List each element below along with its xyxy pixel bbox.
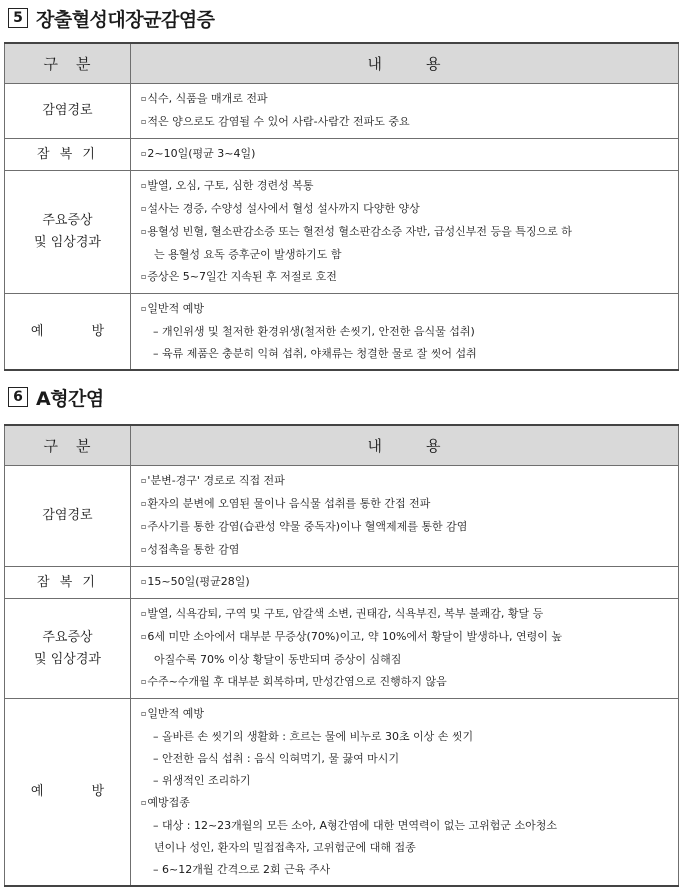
- row-content: [131, 699, 679, 887]
- content-line: ▫ 일반적 예방: [141, 298, 674, 321]
- content-line: ▫ '분변-경구' 경로로 직접 전파: [141, 470, 674, 493]
- content-line: ▫ 6세 미만 소아에서 대부분 무증상(70%)이고, 약 10%에서 황달이 발생하나, 연령이 높: [141, 626, 674, 649]
- row-label: [5, 294, 131, 371]
- header-category: 구분: [5, 425, 131, 466]
- label-text: 감염경로: [42, 103, 93, 118]
- row-content: [131, 139, 679, 171]
- section-heading: 장출혈성대장균감염증: [36, 8, 215, 31]
- row-content: [131, 294, 679, 371]
- content-line: 년이나 성인, 환자의 밀접접촉자, 고위험군에 대해 접종: [154, 841, 416, 854]
- content-line: ▫ 발열, 오심, 구토, 심한 경련성 복통: [141, 175, 674, 198]
- content-line: ▫ 적은 양으로도 감염될 수 있어 사람-사람간 전파도 중요: [141, 111, 674, 134]
- table-row: [5, 466, 679, 567]
- row-label: [5, 171, 131, 294]
- table-row: [5, 171, 679, 294]
- table-body: [5, 466, 679, 887]
- content-line: ▫ 용혈성 빈혈, 혈소판감소증 또는 혈전성 혈소판감소증 자반, 급성신부전 등을 특징으로 하: [141, 221, 674, 244]
- content-line: – 대상 : 12~23개월의 모든 소아, A형간염에 대한 면역력이 없는 고위험군 소아청소: [153, 819, 558, 832]
- row-content: [131, 84, 679, 139]
- content-line: – 개인위생 및 철저한 환경위생(철저한 손씻기, 안전한 음식물 섭취): [153, 325, 475, 338]
- content-line: ▫ 환자의 분변에 오염된 물이나 음식물 섭취를 통한 간접 전파: [141, 493, 674, 516]
- table-row: [5, 599, 679, 699]
- content-line: ▫ 일반적 예방: [141, 703, 674, 726]
- label-text: 잠 복 기: [37, 574, 98, 590]
- table-row: [5, 699, 679, 887]
- content-line: ▫ 설사는 경증, 수양성 설사에서 혈성 설사까지 다양한 양상: [141, 198, 674, 221]
- content-line: ▫ 예방접종: [141, 792, 674, 815]
- row-label: [5, 466, 131, 567]
- content-line: – 육류 제품은 충분히 익혀 섭취, 야채류는 청결한 물로 잘 씻어 섭취: [153, 347, 477, 360]
- table-row: [5, 139, 679, 171]
- content-line: ▫ 발열, 식욕감퇴, 구역 및 구토, 암갈색 소변, 권태감, 식욕부진, 복부 불쾌감, 황달 등: [141, 603, 674, 626]
- content-line: – 위생적인 조리하기: [153, 774, 251, 787]
- content-line: – 안전한 음식 섭취 : 음식 익혀먹기, 물 끓여 마시기: [153, 752, 400, 765]
- label-text: 주요증상: [42, 213, 93, 228]
- content-line: 는 용혈성 요독 증후군이 발생하기도 함: [154, 248, 342, 261]
- label-text: 잠 복 기: [37, 146, 98, 162]
- table-row: [5, 84, 679, 139]
- header-category: 구분: [5, 43, 131, 84]
- content-line: ▫ 성접촉을 통한 감염: [141, 539, 674, 562]
- info-table-5: [4, 42, 679, 371]
- table-row: [5, 567, 679, 599]
- content-line: ▫ 주사기를 통한 감염(습관성 약물 중독자)이나 혈액제제를 통한 감염: [141, 516, 674, 539]
- table-row: [5, 294, 679, 371]
- row-label: [5, 599, 131, 699]
- label-text: 감염경로: [42, 508, 93, 523]
- content-line: – 6~12개월 간격으로 2회 근육 주사: [153, 863, 331, 876]
- content-line: – 올바른 손 씻기의 생활화 : 흐르는 물에 비누로 30초 이상 손 씻기: [153, 730, 474, 743]
- label-text: 및 임상경과: [34, 235, 101, 250]
- label-text: 예 방: [30, 784, 127, 799]
- content-line: ▫ 수주~수개월 후 대부분 회복하며, 만성간염으로 진행하지 않음: [141, 671, 674, 694]
- row-content: [131, 567, 679, 599]
- row-content: [131, 599, 679, 699]
- content-line: ▫ 증상은 5~7일간 지속된 후 저절로 호전: [141, 266, 674, 289]
- section-number: 6: [8, 387, 28, 407]
- row-label: [5, 699, 131, 887]
- table-body: [5, 84, 679, 371]
- content-line: ▫ 15~50일(평균28일): [141, 571, 674, 594]
- section-number: 5: [8, 8, 28, 28]
- header-content: 내용: [131, 43, 679, 84]
- row-content: [131, 171, 679, 294]
- content-line: 아질수록 70% 이상 황달이 동반되며 증상이 심해짐: [154, 653, 402, 666]
- label-text: 예 방: [30, 323, 127, 339]
- section-heading: A형간염: [36, 387, 104, 410]
- section-title-5: [8, 3, 215, 33]
- header-content: 내용: [131, 425, 679, 466]
- row-label: [5, 567, 131, 599]
- row-label: [5, 84, 131, 139]
- label-text: 및 임상경과: [34, 651, 101, 667]
- section-title-6: [8, 382, 104, 412]
- info-table-6: [4, 424, 679, 887]
- content-line: ▫ 식수, 식품을 매개로 전파: [141, 88, 674, 111]
- label-text: 주요증상: [42, 629, 93, 645]
- row-content: [131, 466, 679, 567]
- row-label: [5, 139, 131, 171]
- content-line: ▫ 2~10일(평균 3~4일): [141, 143, 674, 166]
